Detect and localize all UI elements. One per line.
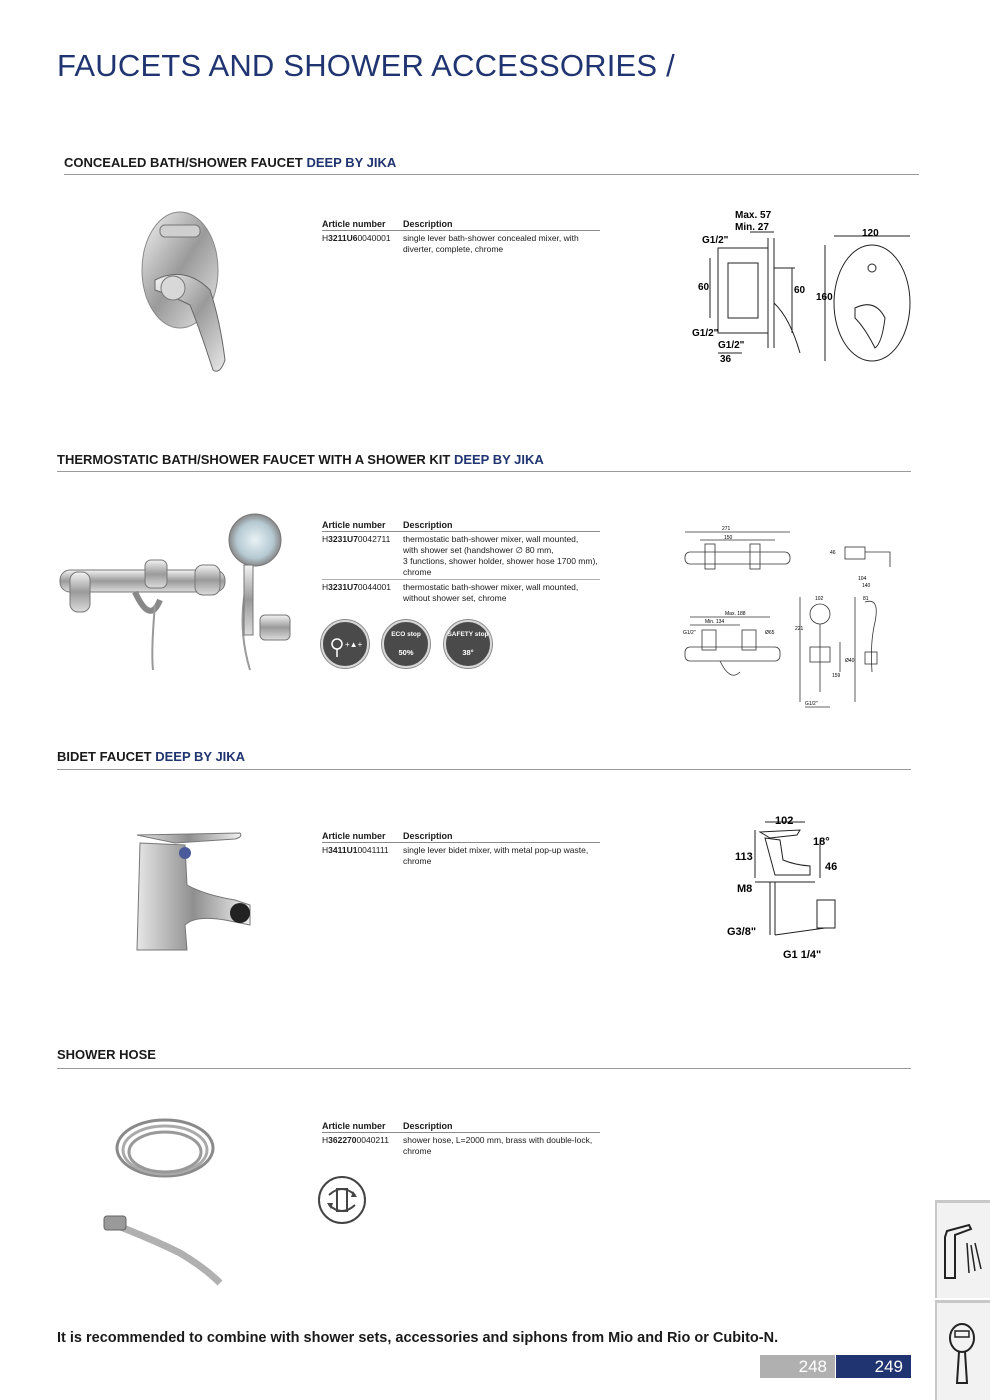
dim-d65: Ø65	[765, 630, 775, 636]
table-row	[322, 843, 600, 867]
dim-g12: G1/2"	[683, 630, 696, 636]
table-row	[322, 1133, 600, 1157]
svg-text:+▲+: +▲+	[345, 640, 363, 649]
description-header: Description	[403, 219, 453, 229]
dim-81: 81	[863, 596, 869, 602]
brand-label: DEEP BY JIKA	[306, 155, 397, 170]
spec-table-header	[322, 520, 600, 532]
dim-min134: Min. 134	[705, 619, 725, 625]
section-divider	[64, 174, 919, 175]
article-bold: 3211U6	[328, 233, 358, 243]
handshower-icon	[323, 622, 367, 666]
brand-label: DEEP BY JIKA	[155, 749, 246, 764]
bidet-faucet-photo	[125, 825, 260, 955]
safety-stop-badge	[444, 620, 492, 668]
footer-recommendation: It is recommended to combine with shower sets, accessories and siphons from Mio and Rio or Cubito-N.	[57, 1330, 779, 1346]
dim-36: 36	[720, 354, 732, 365]
eco-stop-badge	[382, 620, 430, 668]
side-tab-faucets[interactable]	[935, 1200, 990, 1298]
thermostatic-faucet-photo	[55, 510, 305, 675]
dim-221: 221	[795, 626, 804, 632]
dim-min: Min. 27	[735, 222, 769, 233]
dim-104: 104	[858, 576, 867, 582]
dim-102: 102	[775, 815, 794, 827]
section-heading-shower-hose	[57, 1047, 156, 1062]
spec-table-header	[322, 1121, 600, 1133]
section-heading-text: BIDET FAUCET	[57, 749, 156, 764]
article-description: shower hose, L=2000 mm, brass with double-lock, chrome	[403, 1135, 593, 1156]
badge-top-text: ECO stop	[391, 631, 421, 638]
spec-table-shower-hose	[322, 1121, 600, 1157]
dim-g-left: G1/2"	[692, 328, 719, 339]
article-number-header: Article number	[322, 520, 386, 530]
article-suffix: 0041111	[357, 845, 389, 855]
spec-table-thermostatic	[322, 520, 600, 604]
side-tab-accessories[interactable]	[935, 1300, 990, 1400]
dim-46: 46	[830, 550, 836, 556]
table-row	[322, 579, 600, 604]
dim-m8: M8	[737, 883, 753, 895]
dim-120: 120	[862, 228, 879, 239]
dim-159: 159	[832, 673, 841, 679]
article-description: thermostatic bath-shower mixer, wall mounted, with shower set (handshower ∅ 80 mm, 3 functions, shower holder, shower hose 1700 mm), chrome	[403, 534, 598, 577]
article-suffix: 0040211	[356, 1135, 389, 1145]
section-heading-text: CONCEALED BATH/SHOWER FAUCET	[64, 155, 307, 170]
page-number-left: 248	[760, 1355, 835, 1378]
section-heading-thermostatic	[57, 452, 544, 467]
dim-g-top: G1/2"	[702, 235, 729, 246]
article-bold: 3231U7	[328, 582, 358, 592]
page-number-right: 249	[836, 1355, 911, 1378]
dim-140: 140	[862, 583, 871, 589]
badge-top-text: SAFETY stop	[447, 631, 489, 638]
dim-g12b: G1/2"	[805, 701, 818, 707]
section-heading-text: SHOWER HOSE	[57, 1047, 156, 1062]
article-prefix: H	[322, 582, 329, 592]
article-suffix: 0040001	[357, 233, 391, 243]
dim-271: 271	[722, 526, 731, 532]
article-suffix: 0044001	[357, 582, 392, 592]
article-bold: 3231U7	[328, 534, 358, 544]
dim-102: 102	[815, 596, 824, 602]
article-prefix: H	[322, 233, 329, 243]
page-title: FAUCETS AND SHOWER ACCESSORIES /	[57, 48, 675, 83]
section-heading-text: THERMOSTATIC BATH/SHOWER FAUCET WITH A SHOWER KIT	[57, 452, 454, 467]
dim-60a: 60	[698, 282, 710, 293]
rotation-swivel-icon	[317, 1175, 367, 1225]
accessory-icon	[937, 1303, 987, 1393]
article-number-header: Article number	[322, 831, 386, 841]
article-number	[322, 582, 403, 604]
dim-18deg: 18°	[813, 836, 830, 848]
article-suffix: 0042711	[357, 534, 391, 544]
article-prefix: H	[322, 1135, 329, 1145]
handshower-function-badge	[321, 620, 369, 668]
concealed-faucet-photo	[135, 210, 235, 380]
article-description: single lever bath-shower concealed mixer, with diverter, complete, chrome	[403, 233, 579, 254]
bidet-faucet-drawing	[725, 810, 865, 965]
dim-160: 160	[816, 292, 833, 303]
badge-mid-text: 50%	[398, 648, 414, 657]
dim-max188: Max. 188	[725, 611, 746, 617]
dim-max: Max. 57	[735, 210, 772, 221]
brand-label: DEEP BY JIKA	[453, 452, 544, 467]
description-header: Description	[403, 1121, 453, 1131]
section-divider	[57, 769, 911, 770]
dim-g38: G3/8"	[727, 926, 757, 938]
article-description: single lever bidet mixer, with metal pop-up waste, chrome	[403, 845, 589, 866]
dim-g114: G1 1/4"	[783, 949, 822, 961]
section-divider	[57, 471, 911, 472]
article-description: thermostatic bath-shower mixer, wall mounted, without shower set, chrome	[403, 582, 579, 603]
badge-mid-text: 38°	[462, 648, 474, 657]
section-heading-concealed	[64, 155, 396, 170]
section-divider	[57, 1068, 911, 1069]
description-header: Description	[403, 831, 453, 841]
article-bold: 362270	[328, 1135, 357, 1145]
table-row	[322, 532, 600, 578]
description-header: Description	[403, 520, 453, 530]
dim-150: 150	[724, 535, 733, 541]
table-row	[322, 231, 600, 255]
dim-60b: 60	[794, 285, 806, 296]
concealed-faucet-drawing	[690, 208, 920, 368]
article-number	[322, 233, 403, 255]
article-number-header: Article number	[322, 1121, 386, 1131]
article-number	[322, 1135, 403, 1157]
dim-113: 113	[735, 851, 753, 863]
article-prefix: H	[322, 534, 329, 544]
section-heading-bidet	[57, 749, 245, 764]
article-number-header: Article number	[322, 219, 386, 229]
thermostatic-faucet-drawing	[680, 522, 905, 712]
dim-g-bottom: G1/2"	[718, 340, 745, 351]
spec-table-bidet	[322, 831, 600, 867]
article-number	[322, 845, 403, 867]
article-number	[322, 534, 403, 578]
spec-table-concealed	[322, 219, 600, 255]
faucet-icon	[937, 1203, 987, 1293]
article-bold: 3411U1	[328, 845, 358, 855]
dim-46: 46	[825, 861, 838, 873]
spec-table-header	[322, 219, 600, 231]
dim-d40: Ø40	[845, 658, 855, 664]
article-prefix: H	[322, 845, 329, 855]
spec-table-header	[322, 831, 600, 843]
shower-hose-photo	[100, 1108, 230, 1288]
